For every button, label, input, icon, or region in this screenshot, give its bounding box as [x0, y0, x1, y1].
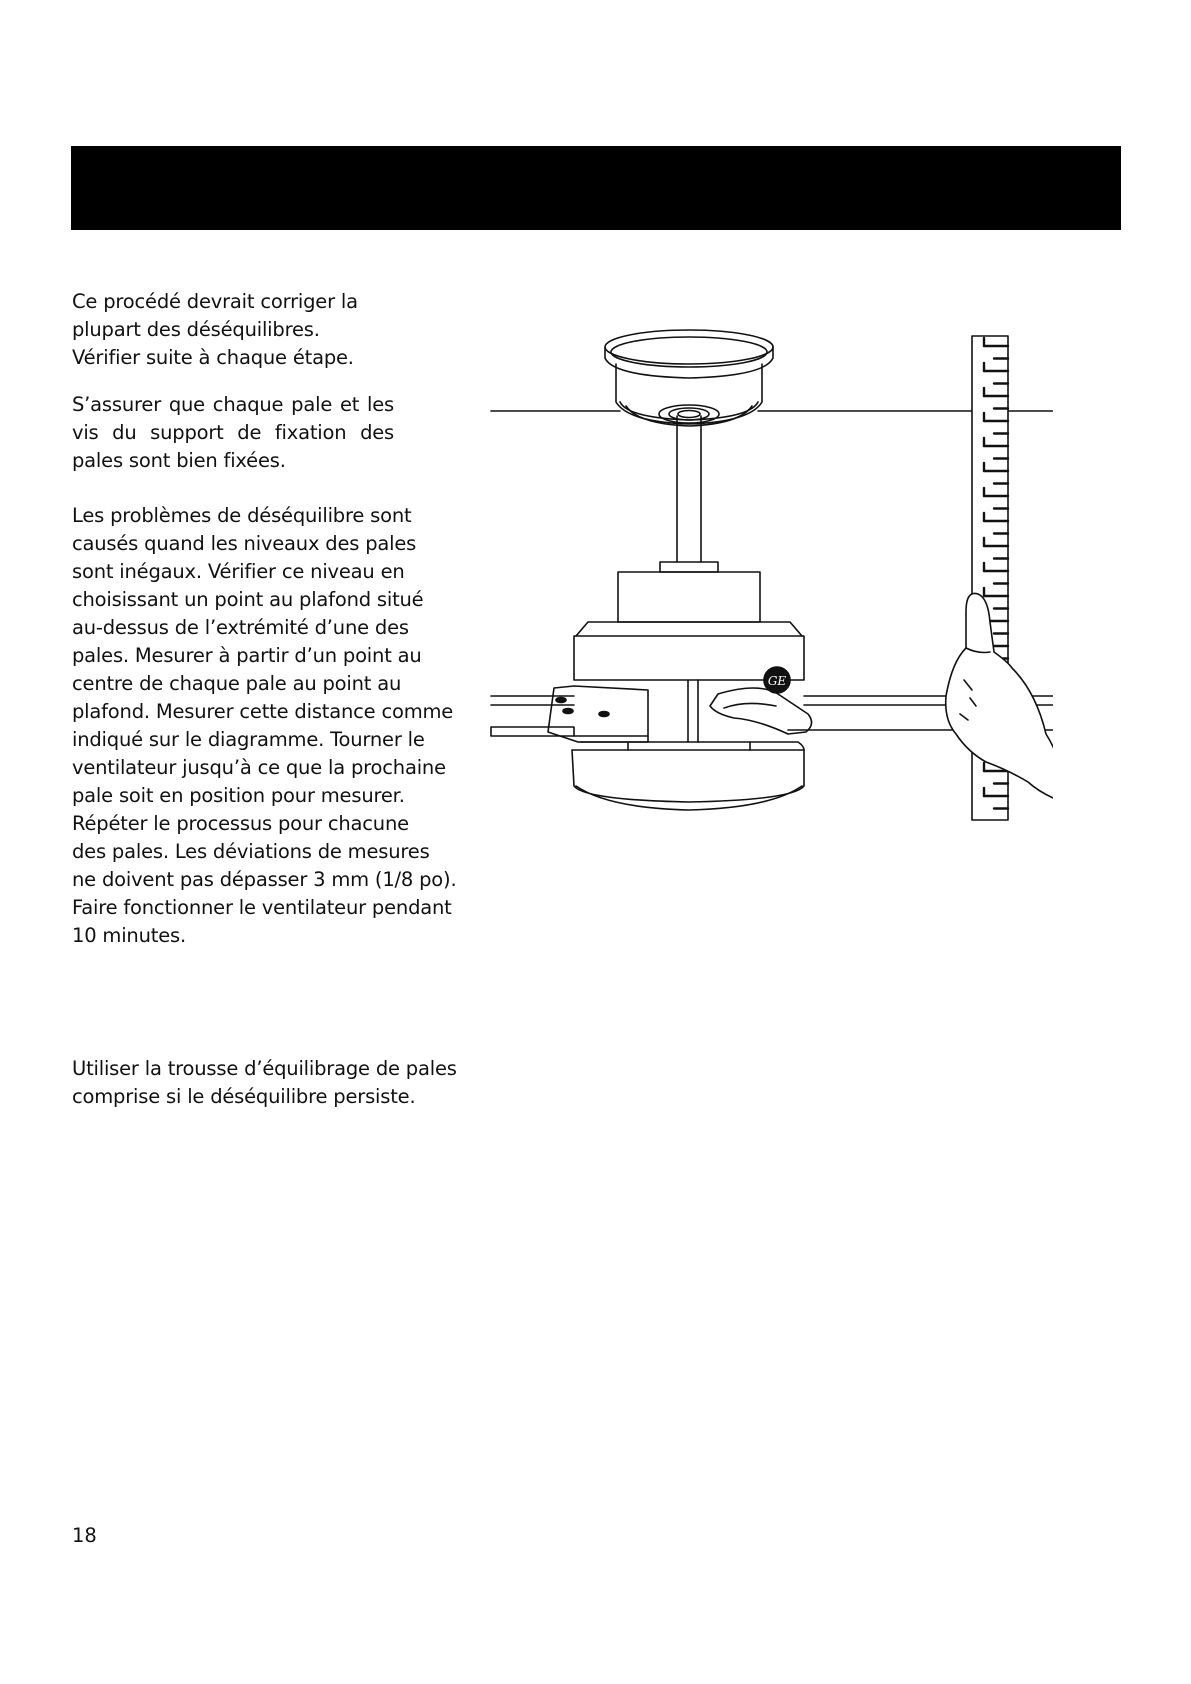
paragraph-intro — [72, 288, 472, 372]
text-line: pales sont bien fixées. — [72, 449, 286, 472]
text-line: au-dessus de l’extrémité d’une des — [72, 616, 409, 639]
text-line: Répéter le processus pour chacune — [72, 812, 409, 835]
paragraph-balancing-kit — [72, 1055, 472, 1111]
text-line: pale soit en position pour mesurer. — [72, 784, 405, 807]
text-line: vis du support de fixation des — [72, 421, 394, 444]
text-line: Les problèmes de déséquilibre sont — [72, 504, 412, 527]
text-line: comprise si le déséquilibre persiste. — [72, 1085, 416, 1108]
section-header-bar — [71, 146, 1121, 230]
text-line: Ce procédé devrait corriger la — [72, 290, 358, 313]
text-line: indiqué sur le diagramme. Tourner le — [72, 728, 425, 751]
text-line: Utiliser la trousse d’équilibrage de pales — [72, 1057, 457, 1080]
text-line: choisissant un point au plafond situé — [72, 588, 424, 611]
text-line: plupart des déséquilibres. — [72, 318, 320, 341]
text-line: Faire fonctionner le ventilateur pendant — [72, 896, 452, 919]
text-line: sont inégaux. Vérifier ce niveau en — [72, 560, 405, 583]
text-line: des pales. Les déviations de mesures — [72, 840, 430, 863]
text-line: 10 minutes. — [72, 924, 186, 947]
text-line: centre de chaque pale au point au — [72, 672, 402, 695]
text-line: Vérifier suite à chaque étape. — [72, 346, 354, 369]
text-line: plafond. Mesurer cette distance comme — [72, 700, 454, 723]
text-line: ne doivent pas dépasser 3 mm (1/8 po). — [72, 868, 457, 891]
svg-text:GE: GE — [767, 674, 787, 688]
ge-logo-icon — [764, 667, 790, 693]
text-line: S’assurer que chaque pale et les — [72, 393, 394, 416]
text-line: pales. Mesurer à partir d’un point au — [72, 644, 422, 667]
text-line: ventilateur jusqu’à ce que la prochaine — [72, 756, 446, 779]
fan-measurement-diagram — [488, 322, 1053, 862]
paragraph-measure-procedure — [72, 502, 472, 950]
page-number: 18 — [72, 1524, 97, 1547]
text-line: causés quand les niveaux des pales — [72, 532, 417, 555]
paragraph-check-screws — [72, 391, 394, 475]
